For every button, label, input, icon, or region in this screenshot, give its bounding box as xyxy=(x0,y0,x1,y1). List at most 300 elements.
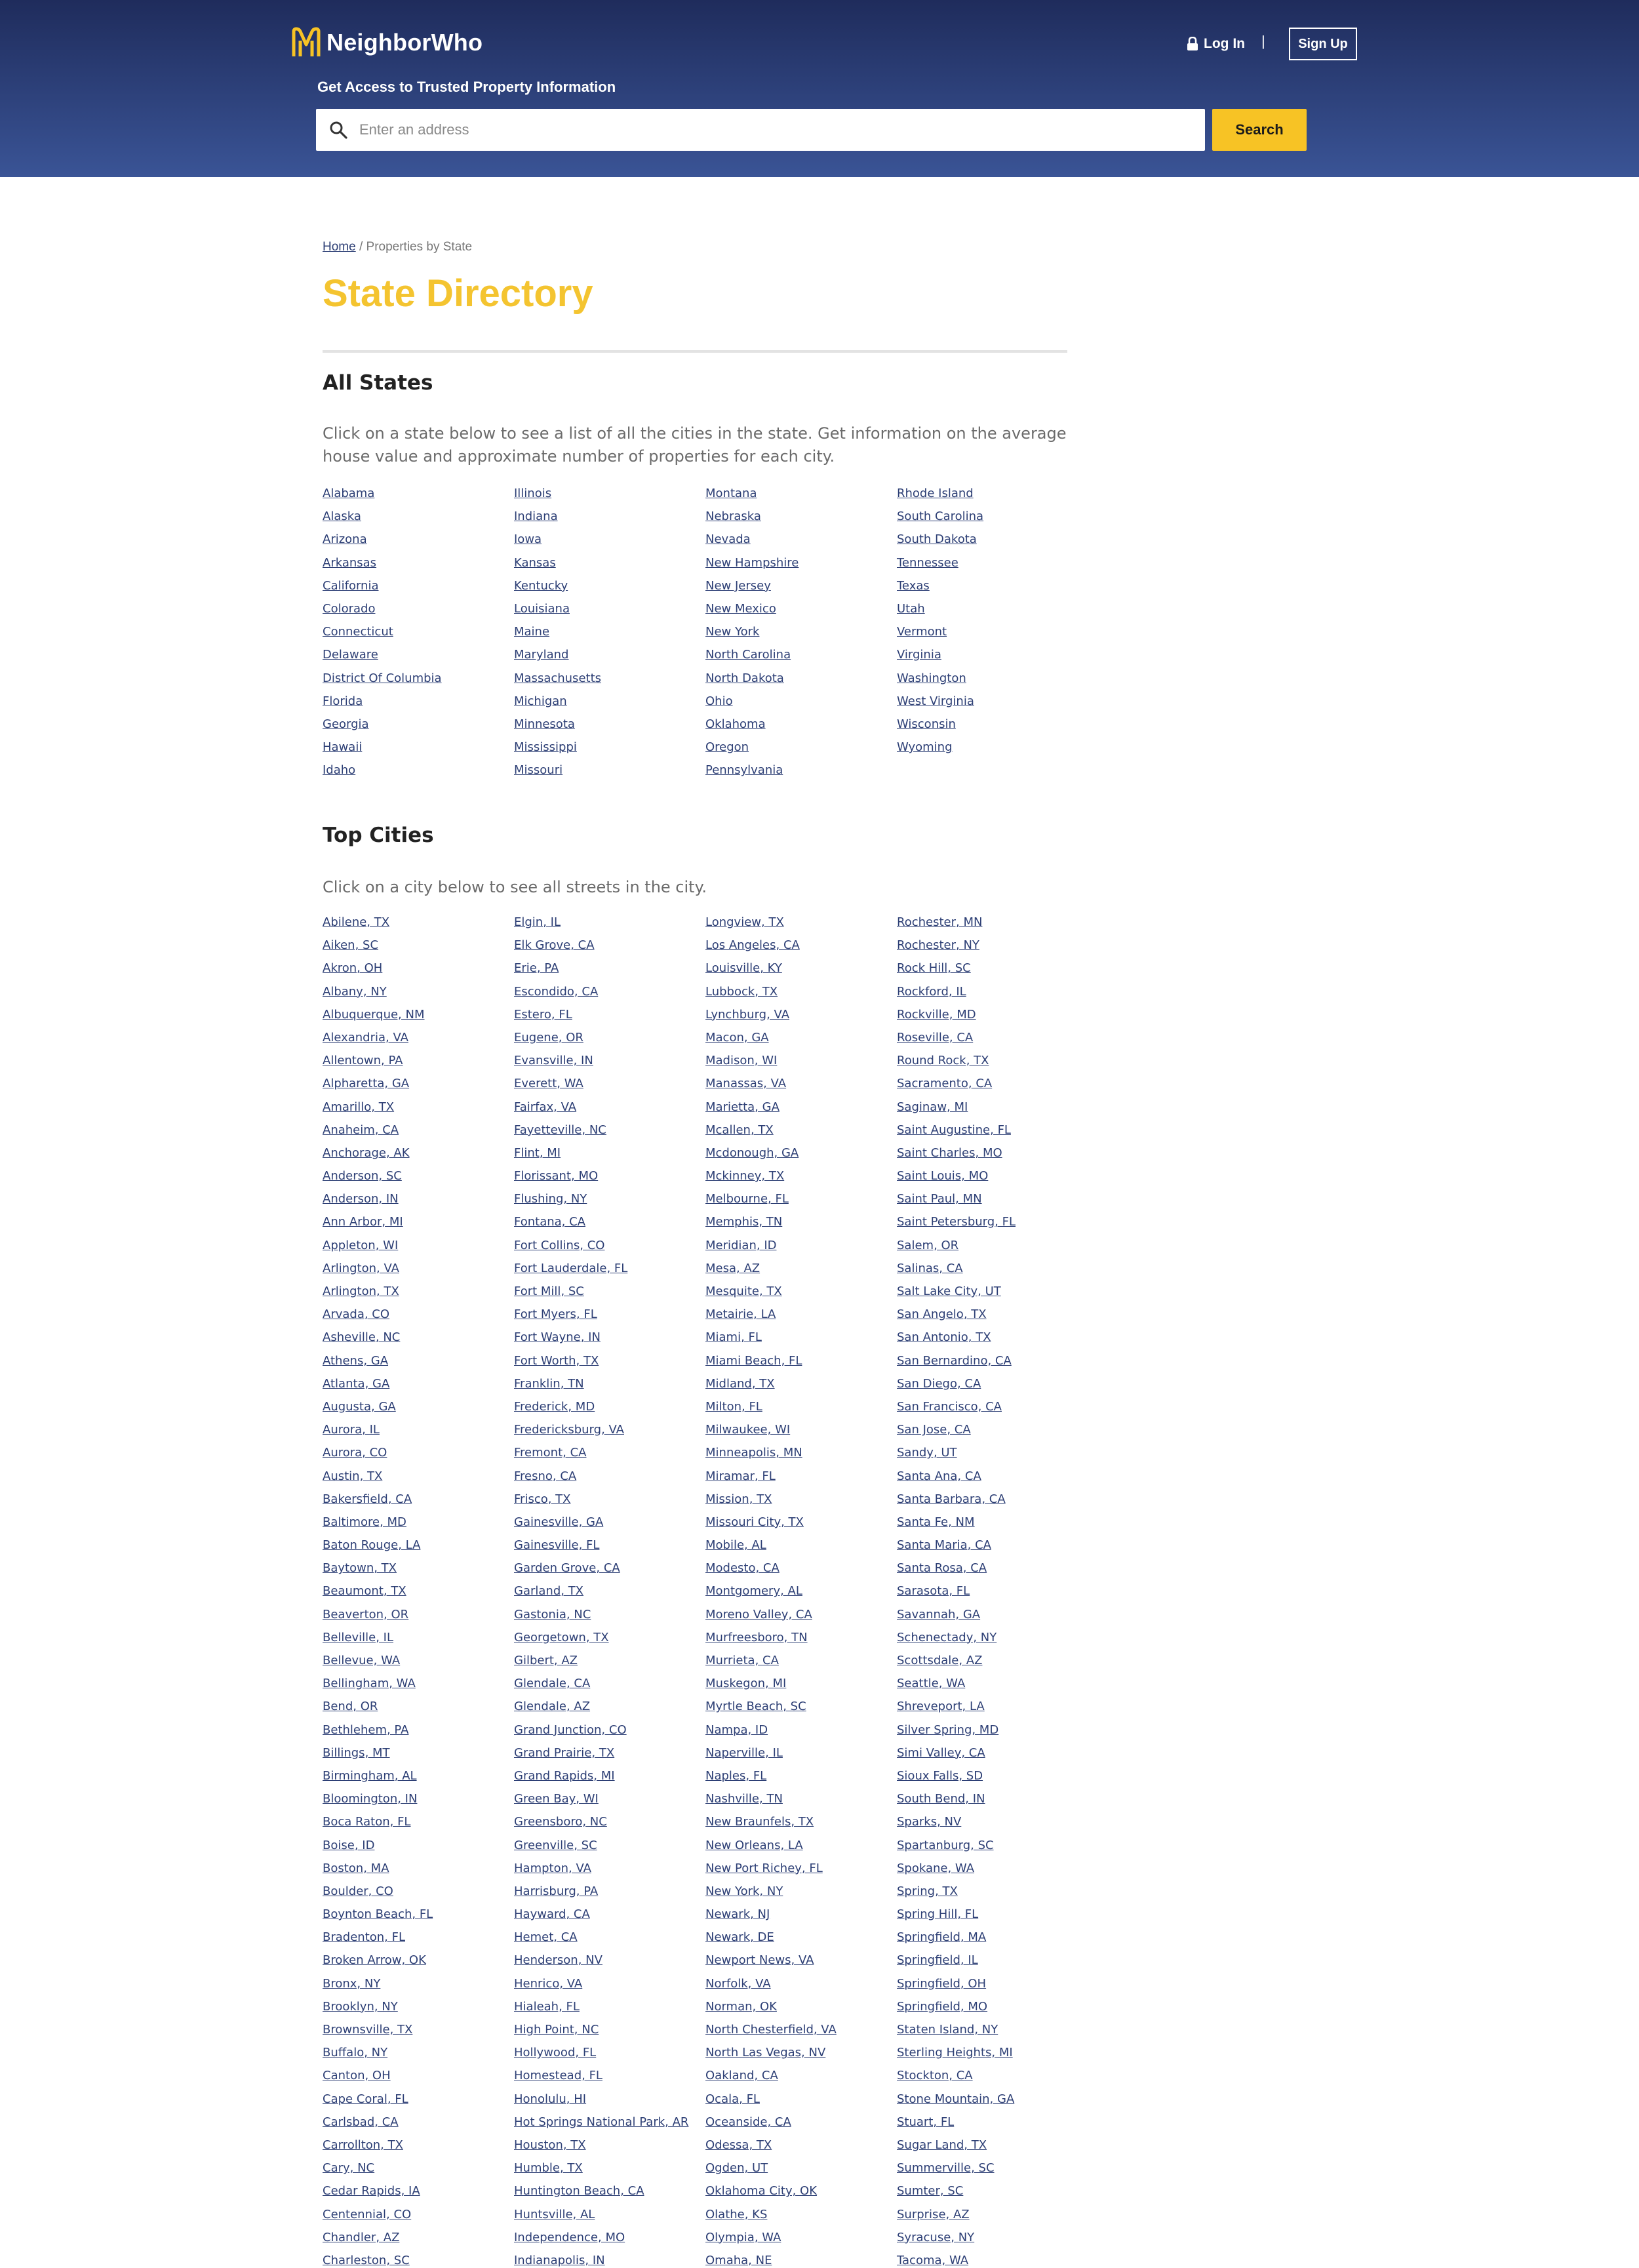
city-link[interactable]: Athens, GA xyxy=(323,1353,389,1368)
city-link[interactable]: Milton, FL xyxy=(705,1399,762,1414)
city-link[interactable]: Silver Spring, MD xyxy=(897,1722,999,1737)
city-link[interactable]: Gainesville, FL xyxy=(514,1538,600,1553)
state-link[interactable]: Connecticut xyxy=(323,625,393,639)
city-link[interactable]: Naples, FL xyxy=(705,1768,767,1783)
city-link[interactable]: Escondido, CA xyxy=(514,984,599,999)
city-link[interactable]: Hampton, VA xyxy=(514,1861,591,1875)
city-link[interactable]: Olathe, KS xyxy=(705,2207,768,2221)
city-link[interactable]: Oakland, CA xyxy=(705,2069,778,2083)
city-link[interactable]: Fort Lauderdale, FL xyxy=(514,1261,628,1275)
city-link[interactable]: Albany, NY xyxy=(323,984,387,999)
city-link[interactable]: Bellevue, WA xyxy=(323,1654,401,1667)
city-link[interactable]: Sterling Heights, MI xyxy=(897,2046,1013,2060)
state-link[interactable]: Georgia xyxy=(323,717,369,731)
city-link[interactable]: Erie, PA xyxy=(514,961,559,976)
state-link[interactable]: New Mexico xyxy=(705,601,776,616)
city-link[interactable]: Frederick, MD xyxy=(514,1399,595,1414)
city-link[interactable]: Roseville, CA xyxy=(897,1030,974,1044)
city-link[interactable]: New Orleans, LA xyxy=(705,1838,803,1852)
state-link[interactable]: Alaska xyxy=(323,509,361,524)
city-link[interactable]: North Las Vegas, NV xyxy=(705,2046,826,2060)
city-link[interactable]: Madison, WI xyxy=(705,1054,778,1068)
city-link[interactable]: Oklahoma City, OK xyxy=(705,2184,818,2198)
state-link[interactable]: Delaware xyxy=(323,648,378,662)
city-link[interactable]: Green Bay, WI xyxy=(514,1792,599,1806)
city-link[interactable]: Cedar Rapids, IA xyxy=(323,2184,420,2198)
city-link[interactable]: Garland, TX xyxy=(514,1584,584,1599)
city-link[interactable]: Birmingham, AL xyxy=(323,1768,417,1783)
city-link[interactable]: New Braunfels, TX xyxy=(705,1815,814,1829)
top-cities-description: Click on a city below to see all streets in the city. xyxy=(323,878,707,896)
city-link[interactable]: Metairie, LA xyxy=(705,1307,776,1322)
city-link[interactable]: Ogden, UT xyxy=(705,2161,768,2176)
state-link[interactable]: Kentucky xyxy=(514,578,568,593)
city-link[interactable]: Newark, DE xyxy=(705,1930,774,1945)
state-link[interactable]: Alabama xyxy=(323,487,375,500)
state-link[interactable]: Idaho xyxy=(323,763,356,778)
city-link[interactable]: Grand Rapids, MI xyxy=(514,1768,615,1783)
city-link[interactable]: Springfield, MO xyxy=(897,1999,988,2014)
city-link[interactable]: San Antonio, TX xyxy=(897,1330,991,1345)
city-link[interactable]: Spartanburg, SC xyxy=(897,1838,994,1852)
breadcrumb-separator: / xyxy=(355,240,366,254)
city-link[interactable]: Harrisburg, PA xyxy=(514,1884,599,1898)
city-link[interactable]: Staten Island, NY xyxy=(897,2023,998,2037)
city-link[interactable]: Murfreesboro, TN xyxy=(705,1630,808,1644)
city-link[interactable]: Baltimore, MD xyxy=(323,1515,406,1529)
city-link[interactable]: Murrieta, CA xyxy=(705,1654,779,1667)
state-link[interactable]: California xyxy=(323,578,379,593)
state-link[interactable]: Pennsylvania xyxy=(705,763,783,778)
city-link[interactable]: Eugene, OR xyxy=(514,1030,583,1044)
state-link[interactable]: South Carolina xyxy=(897,509,984,524)
state-link[interactable]: Rhode Island xyxy=(897,487,974,500)
city-link[interactable]: Melbourne, FL xyxy=(705,1192,789,1206)
state-link[interactable]: Washington xyxy=(897,671,966,685)
city-link[interactable]: Stockton, CA xyxy=(897,2069,973,2083)
city-link[interactable]: Spring, TX xyxy=(897,1884,958,1898)
state-link[interactable]: Wisconsin xyxy=(897,717,956,731)
city-link[interactable]: Georgetown, TX xyxy=(514,1630,609,1644)
city-link[interactable]: Omaha, NE xyxy=(705,2253,772,2267)
city-link[interactable]: Saint Augustine, FL xyxy=(897,1123,1011,1137)
login-link[interactable] xyxy=(1187,34,1245,54)
city-link[interactable]: Billings, MT xyxy=(323,1745,390,1760)
city-link[interactable]: Beaverton, OR xyxy=(323,1607,409,1621)
city-link[interactable]: Salem, OR xyxy=(897,1238,959,1252)
lock-icon xyxy=(1187,37,1198,51)
state-link[interactable]: Iowa xyxy=(514,532,542,547)
city-link[interactable]: Gilbert, AZ xyxy=(514,1654,578,1667)
state-link[interactable]: Arizona xyxy=(323,532,367,547)
city-link[interactable]: Fort Wayne, IN xyxy=(514,1330,601,1345)
city-link[interactable]: Saint Louis, MO xyxy=(897,1169,989,1184)
logo-mark-icon xyxy=(291,26,321,59)
city-link[interactable]: Shreveport, LA xyxy=(897,1700,985,1714)
city-link[interactable]: Saint Petersburg, FL xyxy=(897,1215,1016,1229)
city-link[interactable]: Bronx, NY xyxy=(323,1976,381,1991)
state-link[interactable]: New Jersey xyxy=(705,578,771,593)
title-divider xyxy=(323,350,1067,353)
city-link[interactable]: Salt Lake City, UT xyxy=(897,1284,1001,1298)
city-link[interactable]: Miramar, FL xyxy=(705,1469,776,1483)
city-link[interactable]: Santa Barbara, CA xyxy=(897,1492,1006,1506)
search-box xyxy=(316,109,1205,151)
city-link[interactable]: Miami, FL xyxy=(705,1330,762,1345)
city-link[interactable]: Salinas, CA xyxy=(897,1261,963,1275)
state-link[interactable]: Kansas xyxy=(514,555,556,570)
city-link[interactable]: Oceanside, CA xyxy=(705,2115,791,2129)
city-link[interactable]: Everett, WA xyxy=(514,1077,583,1091)
city-link[interactable]: Elk Grove, CA xyxy=(514,938,595,953)
state-link[interactable]: Maryland xyxy=(514,648,569,662)
city-link[interactable]: Lubbock, TX xyxy=(705,984,778,999)
city-link[interactable]: Buffalo, NY xyxy=(323,2046,388,2060)
city-link[interactable]: Los Angeles, CA xyxy=(705,938,800,953)
city-link[interactable]: Boston, MA xyxy=(323,1861,389,1875)
city-link[interactable]: Montgomery, AL xyxy=(705,1584,802,1599)
city-link[interactable]: South Bend, IN xyxy=(897,1792,985,1806)
city-link[interactable]: Gastonia, NC xyxy=(514,1607,591,1621)
state-link[interactable]: West Virginia xyxy=(897,694,974,708)
city-link[interactable]: Flushing, NY xyxy=(514,1192,587,1206)
city-link[interactable]: Indianapolis, IN xyxy=(514,2253,605,2267)
city-link[interactable]: Atlanta, GA xyxy=(323,1376,390,1391)
city-link[interactable]: Memphis, TN xyxy=(705,1215,783,1229)
signup-button[interactable]: Sign Up xyxy=(1289,28,1357,60)
city-link[interactable]: Santa Maria, CA xyxy=(897,1538,991,1553)
city-link[interactable]: Round Rock, TX xyxy=(897,1054,989,1068)
state-link[interactable]: Vermont xyxy=(897,625,947,639)
city-link[interactable]: San Diego, CA xyxy=(897,1376,981,1391)
city-link[interactable]: Rock Hill, SC xyxy=(897,961,971,976)
state-link[interactable]: Nevada xyxy=(705,532,751,547)
logo[interactable] xyxy=(291,26,483,59)
city-link[interactable]: Estero, FL xyxy=(514,1007,572,1022)
city-link[interactable]: Spokane, WA xyxy=(897,1861,975,1875)
city-link[interactable]: Lynchburg, VA xyxy=(705,1007,790,1022)
city-link[interactable]: Nampa, ID xyxy=(705,1722,768,1737)
state-link[interactable]: Mississippi xyxy=(514,740,577,755)
state-link[interactable]: Florida xyxy=(323,694,363,708)
city-link[interactable]: Nashville, TN xyxy=(705,1792,783,1806)
breadcrumb-current: Properties by State xyxy=(366,240,473,254)
state-link[interactable]: Wyoming xyxy=(897,740,953,755)
city-link[interactable]: Mission, TX xyxy=(705,1492,772,1506)
city-link[interactable]: Santa Fe, NM xyxy=(897,1515,975,1529)
city-link[interactable]: Marietta, GA xyxy=(705,1100,780,1114)
city-link[interactable]: Hayward, CA xyxy=(514,1907,590,1922)
city-link[interactable]: Fairfax, VA xyxy=(514,1100,577,1114)
state-link[interactable]: Louisiana xyxy=(514,601,570,616)
city-link[interactable]: Odessa, TX xyxy=(705,2138,772,2152)
city-link[interactable]: Cape Coral, FL xyxy=(323,2092,408,2106)
city-link[interactable]: Boynton Beach, FL xyxy=(323,1907,433,1922)
city-link[interactable]: Beaumont, TX xyxy=(323,1584,406,1599)
city-link[interactable]: Bellingham, WA xyxy=(323,1677,416,1691)
city-link[interactable]: Louisville, KY xyxy=(705,961,782,976)
city-link[interactable]: Hialeah, FL xyxy=(514,1999,580,2014)
city-link[interactable]: Sumter, SC xyxy=(897,2184,964,2198)
city-link[interactable]: Aurora, IL xyxy=(323,1423,380,1437)
state-link[interactable]: Texas xyxy=(897,578,930,593)
city-link[interactable]: Baton Rouge, LA xyxy=(323,1538,421,1553)
city-link[interactable]: Stone Mountain, GA xyxy=(897,2092,1015,2106)
state-link[interactable]: Massachusetts xyxy=(514,671,602,685)
search-button[interactable]: Search xyxy=(1212,109,1307,151)
city-link[interactable]: Modesto, CA xyxy=(705,1561,780,1576)
city-link[interactable]: Broken Arrow, OK xyxy=(323,1953,426,1968)
city-link[interactable]: Seattle, WA xyxy=(897,1677,966,1691)
city-link[interactable]: Springfield, MA xyxy=(897,1930,987,1945)
city-link[interactable]: Fontana, CA xyxy=(514,1215,585,1229)
city-link[interactable]: Greensboro, NC xyxy=(514,1815,607,1829)
city-link[interactable]: Tacoma, WA xyxy=(897,2253,969,2267)
city-link[interactable]: Florissant, MO xyxy=(514,1169,599,1184)
city-link[interactable]: Norfolk, VA xyxy=(705,1976,771,1991)
city-link[interactable]: Rochester, MN xyxy=(897,915,983,929)
city-link[interactable]: Longview, TX xyxy=(705,915,784,929)
city-link[interactable]: Mckinney, TX xyxy=(705,1169,785,1184)
city-link[interactable]: Anchorage, AK xyxy=(323,1145,410,1160)
state-link[interactable]: Colorado xyxy=(323,601,376,616)
city-link[interactable]: Simi Valley, CA xyxy=(897,1745,985,1760)
address-search-input[interactable] xyxy=(359,110,1205,149)
city-link[interactable]: Rochester, NY xyxy=(897,938,979,953)
city-link[interactable]: Minneapolis, MN xyxy=(705,1446,802,1460)
city-link[interactable]: Syracuse, NY xyxy=(897,2230,975,2244)
city-link[interactable]: New York, NY xyxy=(705,1884,783,1898)
city-link[interactable]: Appleton, WI xyxy=(323,1238,399,1252)
city-link[interactable]: Belleville, IL xyxy=(323,1630,394,1644)
city-link[interactable]: Arlington, VA xyxy=(323,1261,399,1275)
city-link[interactable]: Akron, OH xyxy=(323,961,383,976)
city-link[interactable]: Manassas, VA xyxy=(705,1077,787,1091)
city-link[interactable]: Sparks, NV xyxy=(897,1815,962,1829)
city-link[interactable]: Fort Worth, TX xyxy=(514,1353,599,1368)
city-link[interactable]: Aiken, SC xyxy=(323,938,379,953)
city-link[interactable]: Mesa, AZ xyxy=(705,1261,760,1275)
state-link[interactable]: Montana xyxy=(705,487,757,500)
city-link[interactable]: Rockford, IL xyxy=(897,984,966,999)
city-link[interactable]: Fort Mill, SC xyxy=(514,1284,584,1298)
state-link[interactable]: Hawaii xyxy=(323,740,363,755)
state-link[interactable]: Indiana xyxy=(514,509,558,524)
state-link[interactable]: Michigan xyxy=(514,694,567,708)
city-link[interactable]: Boise, ID xyxy=(323,1838,375,1852)
city-link[interactable]: Meridian, ID xyxy=(705,1238,777,1252)
city-link[interactable]: Asheville, NC xyxy=(323,1330,401,1345)
city-link[interactable]: Carlsbad, CA xyxy=(323,2115,399,2129)
city-link[interactable]: Bend, OR xyxy=(323,1700,378,1714)
city-link[interactable]: Aurora, CO xyxy=(323,1446,387,1460)
city-link[interactable]: Sarasota, FL xyxy=(897,1584,970,1599)
city-link[interactable]: Houston, TX xyxy=(514,2138,586,2152)
city-link[interactable]: Missouri City, TX xyxy=(705,1515,804,1529)
city-link[interactable]: Brooklyn, NY xyxy=(323,1999,398,2014)
city-link[interactable]: Mesquite, TX xyxy=(705,1284,782,1298)
city-link[interactable]: Santa Rosa, CA xyxy=(897,1561,987,1576)
city-link[interactable]: Sugar Land, TX xyxy=(897,2138,987,2152)
state-link[interactable]: New Hampshire xyxy=(705,555,799,570)
state-link[interactable]: Illinois xyxy=(514,487,552,500)
state-link[interactable]: Virginia xyxy=(897,648,941,662)
state-link[interactable]: North Carolina xyxy=(705,648,791,662)
city-link[interactable]: High Point, NC xyxy=(514,2023,599,2037)
city-link[interactable]: Homestead, FL xyxy=(514,2069,602,2083)
state-link[interactable]: South Dakota xyxy=(897,532,977,547)
city-link[interactable]: Grand Junction, CO xyxy=(514,1722,627,1737)
city-link[interactable]: Albuquerque, NM xyxy=(323,1007,425,1022)
state-link[interactable]: Oklahoma xyxy=(705,717,766,731)
city-link[interactable]: Milwaukee, WI xyxy=(705,1423,791,1437)
city-link[interactable]: Ann Arbor, MI xyxy=(323,1215,403,1229)
city-link[interactable]: Fort Myers, FL xyxy=(514,1307,597,1322)
city-link[interactable]: Fresno, CA xyxy=(514,1469,577,1483)
city-link[interactable]: San Bernardino, CA xyxy=(897,1353,1012,1368)
city-link[interactable]: Sacramento, CA xyxy=(897,1077,993,1091)
city-link[interactable]: New Port Richey, FL xyxy=(705,1861,823,1875)
city-link[interactable]: Olympia, WA xyxy=(705,2230,781,2244)
city-link[interactable]: Fayetteville, NC xyxy=(514,1123,606,1137)
city-link[interactable]: Independence, MO xyxy=(514,2230,625,2244)
city-link[interactable]: Sioux Falls, SD xyxy=(897,1768,983,1783)
city-link[interactable]: Savannah, GA xyxy=(897,1607,981,1621)
breadcrumb-home-link[interactable]: Home xyxy=(323,240,356,254)
city-link[interactable]: Scottsdale, AZ xyxy=(897,1654,983,1667)
city-link[interactable]: Huntsville, AL xyxy=(514,2207,595,2221)
city-link[interactable]: Grand Prairie, TX xyxy=(514,1745,615,1760)
city-link[interactable]: Glendale, CA xyxy=(514,1677,591,1691)
city-link[interactable]: Gainesville, GA xyxy=(514,1515,604,1529)
city-link[interactable]: Moreno Valley, CA xyxy=(705,1607,812,1621)
city-link[interactable]: Evansville, IN xyxy=(514,1054,593,1068)
city-link[interactable]: Anderson, IN xyxy=(323,1192,399,1206)
city-link[interactable]: Schenectady, NY xyxy=(897,1630,997,1644)
city-link[interactable]: Santa Ana, CA xyxy=(897,1469,981,1483)
state-link[interactable]: District Of Columbia xyxy=(323,671,442,685)
state-link[interactable]: Maine xyxy=(514,625,550,639)
city-link[interactable]: San Angelo, TX xyxy=(897,1307,987,1322)
state-link[interactable]: Nebraska xyxy=(705,509,761,524)
city-link[interactable]: Newport News, VA xyxy=(705,1953,814,1968)
city-link[interactable]: Elgin, IL xyxy=(514,915,561,929)
city-link[interactable]: Mcallen, TX xyxy=(705,1123,774,1137)
city-link[interactable]: Alpharetta, GA xyxy=(323,1077,410,1091)
city-link[interactable]: Hemet, CA xyxy=(514,1930,578,1945)
city-link[interactable]: Saginaw, MI xyxy=(897,1100,968,1114)
city-link[interactable]: Huntington Beach, CA xyxy=(514,2184,644,2198)
city-link[interactable]: Anaheim, CA xyxy=(323,1123,399,1137)
city-link[interactable]: Miami Beach, FL xyxy=(705,1353,802,1368)
city-link[interactable]: Sandy, UT xyxy=(897,1446,957,1460)
city-link[interactable]: Rockville, MD xyxy=(897,1007,976,1022)
city-link[interactable]: Cary, NC xyxy=(323,2161,375,2176)
city-link[interactable]: Macon, GA xyxy=(705,1030,769,1044)
state-link[interactable]: Arkansas xyxy=(323,555,377,570)
city-link[interactable]: Allentown, PA xyxy=(323,1054,403,1068)
city-link[interactable]: Hot Springs National Park, AR xyxy=(514,2115,689,2129)
city-link[interactable]: Naperville, IL xyxy=(705,1745,783,1760)
city-link[interactable]: North Chesterfield, VA xyxy=(705,2023,837,2037)
city-link[interactable]: Centennial, CO xyxy=(323,2207,412,2221)
city-link[interactable]: San Jose, CA xyxy=(897,1423,971,1437)
city-link[interactable]: Greenville, SC xyxy=(514,1838,597,1852)
city-link[interactable]: Hollywood, FL xyxy=(514,2046,597,2060)
state-link[interactable]: Missouri xyxy=(514,763,563,778)
city-link[interactable]: Myrtle Beach, SC xyxy=(705,1700,806,1714)
city-link[interactable]: Stuart, FL xyxy=(897,2115,955,2129)
city-link[interactable]: Flint, MI xyxy=(514,1145,561,1160)
city-link[interactable]: Springfield, OH xyxy=(897,1976,987,1991)
city-link[interactable]: Amarillo, TX xyxy=(323,1100,395,1114)
city-link[interactable]: Brownsville, TX xyxy=(323,2023,413,2037)
city-link[interactable]: Charleston, SC xyxy=(323,2253,410,2267)
city-link[interactable]: Fremont, CA xyxy=(514,1446,587,1460)
state-link[interactable]: Oregon xyxy=(705,740,749,755)
city-link[interactable]: Anderson, SC xyxy=(323,1169,402,1184)
city-link[interactable]: Mcdonough, GA xyxy=(705,1145,799,1160)
city-link[interactable]: Austin, TX xyxy=(323,1469,383,1483)
city-link[interactable]: Arvada, CO xyxy=(323,1307,390,1322)
city-link[interactable]: Bradenton, FL xyxy=(323,1930,405,1945)
city-link[interactable]: Newark, NJ xyxy=(705,1907,770,1922)
city-link[interactable]: San Francisco, CA xyxy=(897,1399,1002,1414)
state-link[interactable]: Minnesota xyxy=(514,717,575,731)
city-link[interactable]: Henderson, NV xyxy=(514,1953,602,1968)
state-link[interactable]: Utah xyxy=(897,601,925,616)
state-link[interactable]: Ohio xyxy=(705,694,733,708)
city-link[interactable]: Muskegon, MI xyxy=(705,1677,787,1691)
city-link[interactable]: Bakersfield, CA xyxy=(323,1492,412,1506)
city-link[interactable]: Summerville, SC xyxy=(897,2161,995,2176)
city-link[interactable]: Mobile, AL xyxy=(705,1538,766,1553)
city-link[interactable]: Carrollton, TX xyxy=(323,2138,403,2152)
city-link[interactable]: Honolulu, HI xyxy=(514,2092,587,2106)
state-link[interactable]: North Dakota xyxy=(705,671,784,685)
city-link[interactable]: Springfield, IL xyxy=(897,1953,978,1968)
city-link[interactable]: Saint Paul, MN xyxy=(897,1192,982,1206)
city-link[interactable]: Midland, TX xyxy=(705,1376,775,1391)
city-link[interactable]: Spring Hill, FL xyxy=(897,1907,979,1922)
city-link[interactable]: Surprise, AZ xyxy=(897,2207,970,2221)
state-link[interactable]: New York xyxy=(705,625,760,639)
city-link[interactable]: Franklin, TN xyxy=(514,1376,584,1391)
city-link[interactable]: Canton, OH xyxy=(323,2069,391,2083)
city-link[interactable]: Abilene, TX xyxy=(323,915,390,929)
city-link[interactable]: Arlington, TX xyxy=(323,1284,399,1298)
city-link[interactable]: Boulder, CO xyxy=(323,1884,393,1898)
city-link[interactable]: Augusta, GA xyxy=(323,1399,396,1414)
city-link[interactable]: Alexandria, VA xyxy=(323,1030,408,1044)
city-link[interactable]: Garden Grove, CA xyxy=(514,1561,620,1576)
city-link[interactable]: Boca Raton, FL xyxy=(323,1815,411,1829)
city-link[interactable]: Humble, TX xyxy=(514,2161,583,2176)
city-link[interactable]: Norman, OK xyxy=(705,1999,777,2014)
city-link[interactable]: Frisco, TX xyxy=(514,1492,571,1506)
city-link[interactable]: Bloomington, IN xyxy=(323,1792,418,1806)
city-link[interactable]: Baytown, TX xyxy=(323,1561,397,1576)
city-link[interactable]: Saint Charles, MO xyxy=(897,1145,1002,1160)
city-link[interactable]: Chandler, AZ xyxy=(323,2230,400,2244)
city-link[interactable]: Fredericksburg, VA xyxy=(514,1423,624,1437)
city-link[interactable]: Bethlehem, PA xyxy=(323,1722,409,1737)
city-link[interactable]: Henrico, VA xyxy=(514,1976,583,1991)
city-link[interactable]: Fort Collins, CO xyxy=(514,1238,605,1252)
state-link[interactable]: Tennessee xyxy=(897,555,958,570)
city-link[interactable]: Ocala, FL xyxy=(705,2092,760,2106)
city-link[interactable]: Glendale, AZ xyxy=(514,1700,591,1714)
